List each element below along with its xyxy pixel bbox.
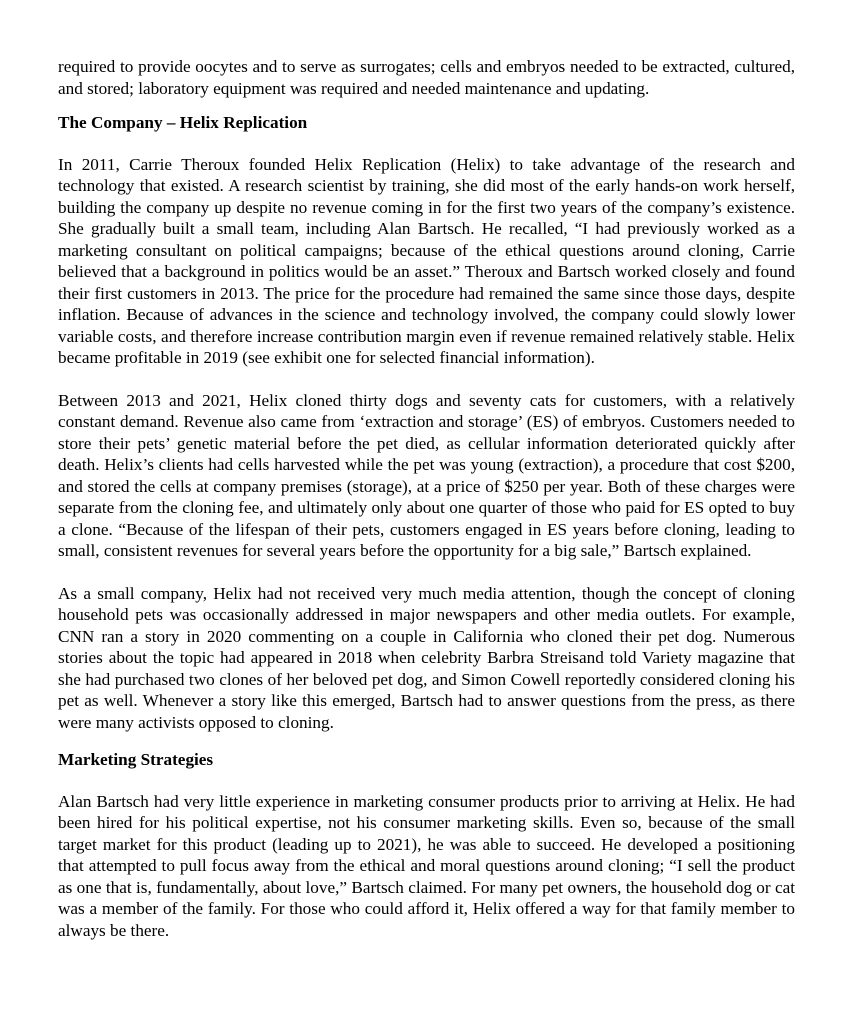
intro-continuation-paragraph: required to provide oocytes and to serve as surrogates; cells and embryos needed to be extracted, cultured, and stored; laboratory equipment was required and needed maintenance and updating. xyxy=(58,57,795,98)
company-section-heading: The Company – Helix Replication xyxy=(58,113,308,132)
company-paragraph-revenue: Between 2013 and 2021, Helix cloned thirty dogs and seventy cats for customers, with a relatively constant demand. Revenue also came from ‘extraction and storage’ (ES) of embryos. Customers needed to store their pets’ genetic material before the pet died, as cellular information deteriorated quickly after death. Helix’s clients had cells harvested while the pet was young (extraction), a procedure that cost $200, and stored the cells at company premises (storage), at a price of $250 per year. Both of these charges were separate from the cloning fee, and ultimately only about one quarter of those who paid for ES opted to buy a clone. “Because of the lifespan of their pets, customers engaged in ES years before cloning, leading to small, consistent revenues for several years before the opportunity for a big sale,” Bartsch explained. xyxy=(58,390,795,560)
marketing-paragraph-positioning: Alan Bartsch had very little experience in marketing consumer products prior to arriving at Helix. He had been hired for his political expertise, not his consumer marketing skills. Even so, because of the small target market for this product (leading up to 2021), he was able to succeed. He developed a positioning that attempted to pull focus away from the ethical and moral questions around cloning; “I sell the product as one that is, fundamentally, about love,” Bartsch claimed. For many pet owners, the household dog or cat was a member of the family. For those who could afford it, Helix offered a way for that family member to always be there. xyxy=(58,791,795,940)
company-paragraph-founding: In 2011, Carrie Theroux founded Helix Replication (Helix) to take advantage of the research and technology that existed. A research scientist by training, she did most of the early hands-on work herself, building the company up despite no revenue coming in for the first two years of the company’s existence. She gradually built a small team, including Alan Bartsch. He recalled, “I had previously worked as a marketing consultant on political campaigns; because of the ethical questions around cloning, Carrie believed that a background in politics would be an asset.” Theroux and Bartsch worked closely and found their first customers in 2013. The price for the procedure had remained the same since those days, despite inflation. Because of advances in the science and technology involved, the company could slowly lower variable costs, and therefore increase contribution margin even if revenue remained relatively stable. Helix became profitable in 2019 (see exhibit one for selected financial information). xyxy=(58,154,795,367)
document-page xyxy=(58,56,795,962)
marketing-section-heading: Marketing Strategies xyxy=(58,750,214,769)
company-paragraph-media: As a small company, Helix had not received very much media attention, though the concept of cloning household pets was occasionally addressed in major newspapers and other media outlets. For example, CNN ran a story in 2020 commenting on a couple in California who cloned their pet dog. Numerous stories about the topic had appeared in 2018 when celebrity Barbra Streisand told Variety magazine that she had purchased two clones of her beloved pet dog, and Simon Cowell reportedly considered cloning his pet as well. Whenever a story like this emerged, Bartsch had to answer questions from the press, as there were many activists opposed to cloning. xyxy=(58,583,795,732)
